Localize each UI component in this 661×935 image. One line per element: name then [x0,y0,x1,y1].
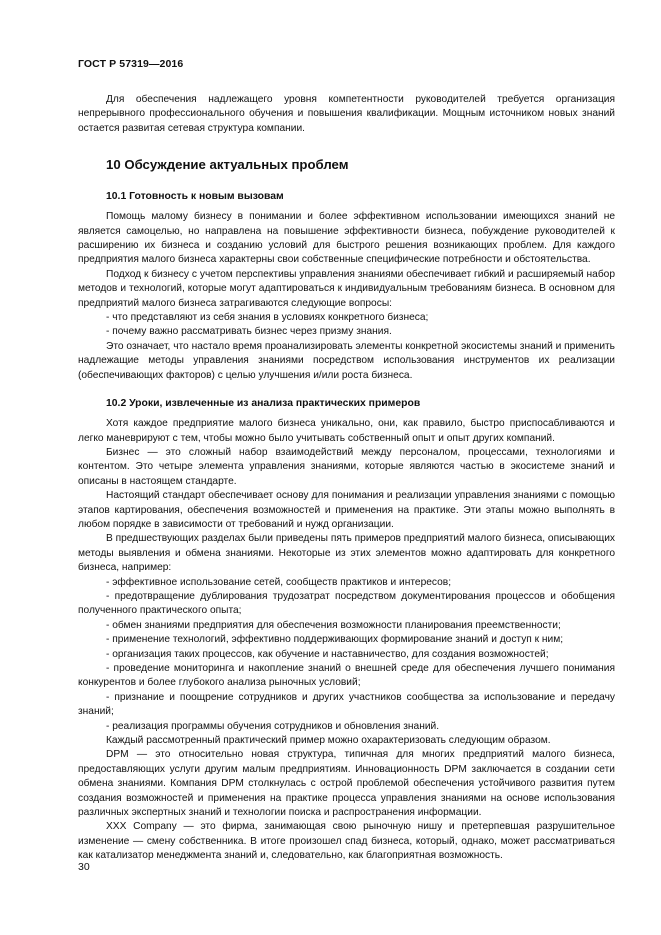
paragraph: Подход к бизнесу с учетом перспективы управления знаниями обеспечивает гибкий и расширяемый набор методов и технологий, которые могут адаптироваться к индивидуальным требованиям бизнеса. В основном для предприятий малого бизнеса затрагиваются следующие вопросы: [78,268,615,309]
paragraph: Хотя каждое предприятие малого бизнеса уникально, они, как правило, быстро приспосабливаются и легко маневрируют с тем, чтобы можно было учитывать собственный опыт и опыт других компаний. [78,418,615,444]
list-item: - организация таких процессов, как обучение и наставничество, для создания возможностей; [106,648,549,660]
intro-paragraph: Для обеспечения надлежащего уровня компетентности руководителей требуется организация непрерывного профессионального обучения и повышения квалификации. Мощным источником новых знаний остается развитая сетевая структура компании. [78,94,615,134]
page-content [78,93,615,864]
paragraph: Это означает, что настало время проанализировать элементы конкретной экосистемы знаний и применить надлежащие методы управления знаниями посредством использования инструментов их реализации (обеспечивающих факторов) с целью улучшения и/или роста бизнеса. [78,340,615,381]
paragraph: Каждый рассмотренный практический пример можно охарактеризовать следующим образом. [106,735,551,747]
paragraph: Бизнес — это сложный набор взаимодействий между персоналом, процессами, технологиями и контентом. Это четыре элемента управления знаниями, которые являются частью в экосистеме знаний и описаны в настоящем стандарте. [78,446,615,487]
list-item: - применение технологий, эффективно поддерживающих формирование знаний и доступ к ним; [106,634,564,646]
paragraph: В предшествующих разделах были приведены пять примеров предприятий малого бизнеса, описывающих методы выявления и обмена знаниями. Некоторые из этих элементов можно адаптировать для конкретного бизнеса, например: [78,533,615,574]
list-item: - проведение мониторинга и накопление знаний о внешней среде для обеспечения лучшего понимания конкурентов и более глубокого анализа рыночных условий; [78,663,615,689]
list-item: - предотвращение дублирования трудозатрат посредством документирования процессов и обобщения полученного практического опыта; [78,590,615,617]
list-item: - признание и поощрение сотрудников и других участников сообщества за использование и передачу знаний; [78,691,615,718]
list-item: - обмен знаниями предприятия для обеспечения возможности планирования преемственности; [106,619,561,631]
paragraph: Помощь малому бизнесу в понимании и более эффективном использовании имеющихся знаний не является самоцелью, но направлена на повышение эффективности бизнеса, побуждение руководителей к расширению их бизнеса и созданию условий для быстрого решения возникающих проблем. Для каждого предприятия малого бизнеса характерны свои собственные специфические потребности и обстоятельства. [78,211,615,266]
page-number: 30 [78,861,90,873]
list-item: - почему важно рассматривать бизнес через призму знания. [106,326,392,338]
list-item: - эффективное использование сетей, сообществ практиков и интересов; [106,576,452,588]
list-item: - что представляют из себя знания в условиях конкретного бизнеса; [106,312,429,324]
page-header-standard-number: ГОСТ Р 57319—2016 [78,58,184,70]
subsection-10-2-heading: 10.2 Уроки, извлеченные из анализа практических примеров [106,398,421,410]
paragraph: XXX Company — это фирма, занимающая свою рыночную нишу и претерпевшая разрушительное изменение — смену собственника. В итоге произошел спад бизнеса, который, однако, может рассматриваться как катализатор менеджмента знаний и, следовательно, как благоприятная возможность. [78,821,615,862]
list-item: - реализация программы обучения сотрудников и обновления знаний. [106,720,440,732]
paragraph: DPM — это относительно новая структура, типичная для многих предприятий малого бизнеса, предоставляющих услуги другим малым предприятиям. Инновационность DPM заключается в создании сети обмена знаниями. Компания DPM столкнулась с острой проблемой обеспечения устойчивого развития путем создания возможностей и применения на практике процесса управления знаниями на основе использования различных экспертных знаний и технологии поиска и распространения информации. [78,749,615,819]
section-10-heading: 10 Обсуждение актуальных проблем [106,157,349,173]
paragraph: Настоящий стандарт обеспечивает основу для понимания и реализации управления знаниями с помощью этапов картирования, обеспечения возможностей и применения на практике. Эти этапы можно выполнять в любом порядке в зависимости от требований и нужд организации. [78,490,615,530]
subsection-10-1-heading: 10.1 Готовность к новым вызовам [106,191,284,203]
